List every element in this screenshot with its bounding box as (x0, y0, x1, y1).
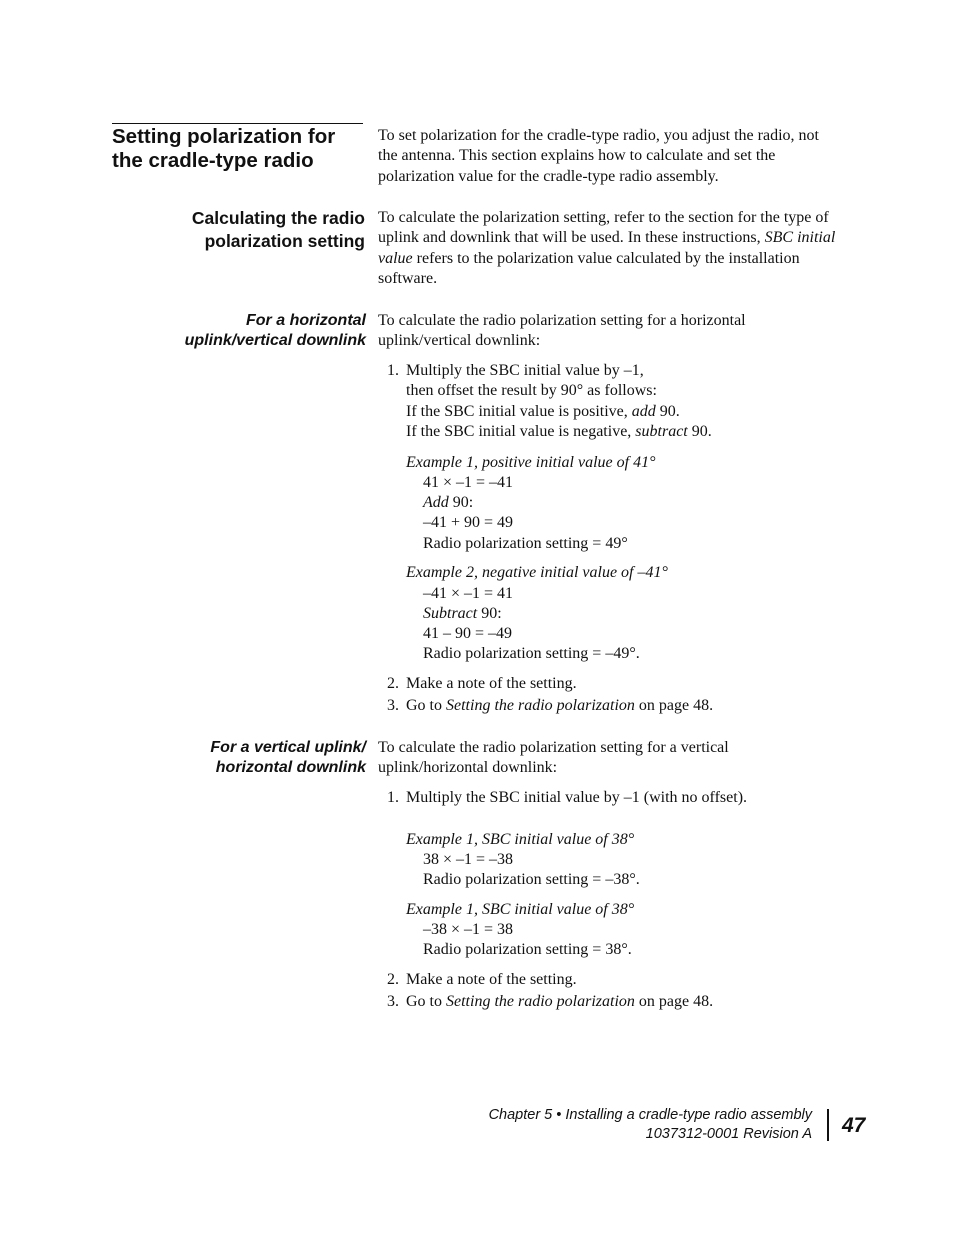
vertical-heading-line1: For a vertical uplink/ (210, 739, 366, 756)
vertical-example2-title (406, 900, 634, 920)
vertical-step1: Multiply the SBC initial value by –1 (with no offset). (406, 789, 748, 806)
step3-prefix: Go to (406, 697, 446, 714)
footer-doc-id: 1037312-0001 Revision A (645, 1126, 812, 1142)
horizontal-example1-title (406, 453, 655, 473)
horizontal-intro-line2: uplink/vertical downlink: (378, 332, 541, 349)
vertical-example1-title (406, 830, 634, 850)
horizontal-step1-line1: Multiply the SBC initial value by –1, (406, 362, 644, 379)
step1-line3-value: 90. (655, 403, 680, 420)
horizontal-step1-line4 (406, 422, 712, 442)
footer-divider (827, 1109, 829, 1141)
step3-suffix: on page 48. (634, 697, 714, 714)
vertical-example2-title-text: Example 1, SBC initial value of 38° (406, 901, 635, 918)
calculating-heading (192, 207, 365, 253)
horizontal-example2-line3: 41 – 90 = –49 (423, 625, 513, 642)
vertical-intro-line1: To calculate the radio polarization setting for a vertical (378, 739, 729, 756)
vertical-heading-line2: horizontal downlink (215, 759, 366, 776)
section-title-line2: the cradle-type radio (112, 149, 314, 172)
vertical-setting-radio-polarization-link[interactable]: Setting the radio polarization (446, 993, 635, 1010)
horizontal-example1-line4: Radio polarization setting = 49° (423, 535, 628, 552)
calculating-heading-line1: Calculating the radio (191, 208, 365, 228)
horizontal-intro-line1: To calculate the radio polarization setting for a horizontal (378, 312, 746, 329)
calculating-term: SBC initial value (378, 229, 836, 267)
page-number: 47 (842, 1114, 866, 1137)
vertical-heading (210, 738, 366, 778)
horizontal-step3 (406, 696, 713, 716)
vertical-step1-number: 1. (387, 789, 399, 806)
vertical-step3 (406, 992, 713, 1012)
example2-title-text: Example 2, negative initial value of –41° (406, 564, 668, 581)
horizontal-example1-line2 (423, 493, 473, 513)
calculating-paragraph (378, 208, 838, 290)
vertical-step2-number: 2. (387, 971, 399, 988)
vertical-step2: Make a note of the setting. (406, 971, 577, 988)
vertical-example1-line1: 38 × –1 = –38 (423, 851, 514, 868)
horizontal-example1-line1: 41 × –1 = –41 (423, 474, 514, 491)
horizontal-heading-line2: uplink/vertical downlink (184, 332, 366, 349)
step1-line4-text: If the SBC initial value is negative, (406, 423, 636, 440)
section-title (112, 125, 372, 173)
vertical-example1-line2: Radio polarization setting = –38°. (423, 871, 640, 888)
footer-chapter: Chapter 5 • Installing a cradle-type radio assembly (488, 1107, 812, 1123)
example1-operation: Add (423, 494, 449, 511)
calculating-text-before: To calculate the polarization setting, refer to the section for the type of uplink and downlink that will be used. In these instructions, (378, 209, 829, 247)
horizontal-step1-line2: then offset the result by 90° as follows: (406, 382, 657, 399)
setting-radio-polarization-link[interactable]: Setting the radio polarization (446, 697, 635, 714)
vertical-step3-prefix: Go to (406, 993, 446, 1010)
horizontal-example2-line4: Radio polarization setting = –49°. (423, 645, 640, 662)
heading-rule (112, 123, 363, 124)
example1-title-text: Example 1, positive initial value of 41° (406, 454, 656, 471)
vertical-step3-number: 3. (387, 993, 399, 1010)
horizontal-step1-line3 (406, 402, 680, 422)
vertical-example1-title-text: Example 1, SBC initial value of 38° (406, 831, 635, 848)
example2-operand: 90: (477, 605, 502, 622)
horizontal-example1-line3: –41 + 90 = 49 (423, 514, 514, 531)
vertical-example2-line2: Radio polarization setting = 38°. (423, 941, 632, 958)
horizontal-example2-line1: –41 × –1 = 41 (423, 585, 514, 602)
horizontal-heading-line1: For a horizontal (246, 312, 366, 329)
step1-line4-emphasis: subtract (635, 423, 688, 440)
example1-operand: 90: (448, 494, 474, 511)
example2-operation: Subtract (423, 605, 478, 622)
horizontal-heading (185, 311, 366, 351)
horizontal-step2-number: 2. (387, 675, 399, 692)
section-title-line1: Setting polarization for (112, 125, 336, 148)
vertical-intro-line2: uplink/horizontal downlink: (378, 759, 558, 776)
step1-line3-text: If the SBC initial value is positive, (406, 403, 632, 420)
horizontal-example2-line2 (423, 604, 502, 624)
vertical-example2-line1: –38 × –1 = 38 (423, 921, 514, 938)
section-intro: To set polarization for the cradle-type radio, you adjust the radio, not the antenna. This section explains how to calculate and set the polarization value for the cradle-type radio assembly. (378, 127, 819, 185)
horizontal-step1-number: 1. (387, 362, 399, 379)
vertical-step3-suffix: on page 48. (634, 993, 714, 1010)
calculating-heading-line2: polarization setting (204, 231, 365, 251)
step1-line4-value: 90. (687, 423, 712, 440)
horizontal-step2: Make a note of the setting. (406, 675, 577, 692)
step1-line3-emphasis: add (631, 403, 656, 420)
horizontal-step3-number: 3. (387, 697, 399, 714)
horizontal-example2-title (406, 563, 668, 583)
calculating-text-after: refers to the polarization value calculated by the installation software. (378, 249, 800, 288)
